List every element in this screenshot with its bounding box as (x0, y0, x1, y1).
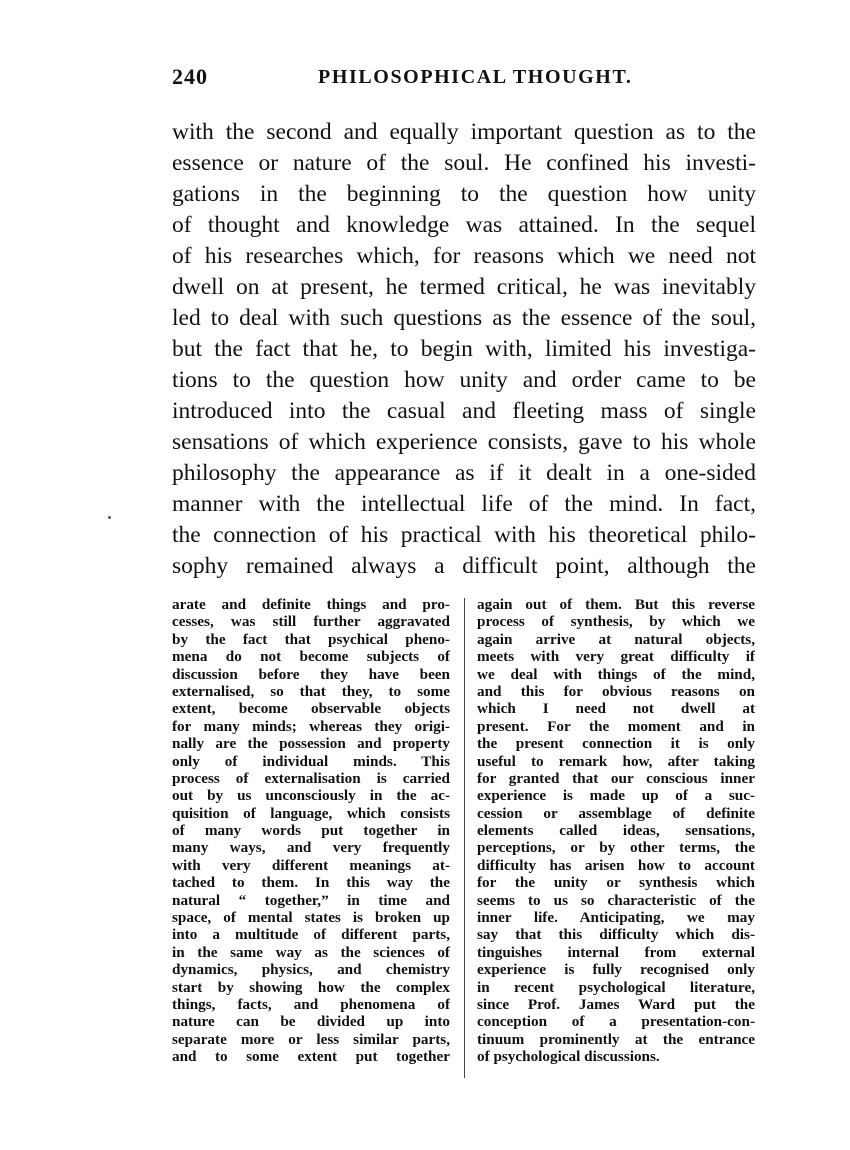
footnote-line: start by showing how the complex (172, 978, 450, 996)
footnote-line: process of synthesis, by which we (477, 613, 755, 631)
page-number: 240 (172, 64, 208, 89)
footnote-line: say that this difficulty which dis- (477, 926, 755, 944)
footnote-line: only of individual minds. This (172, 752, 450, 770)
footnote-line: difficulty has arisen how to account (477, 856, 755, 874)
main-text-line: of thought and knowledge was attained. In the sequel (172, 212, 756, 238)
footnote-line: of psychological discussions. (477, 1048, 660, 1066)
footnote-line: since Prof. James Ward put the (477, 995, 755, 1013)
footnote-column-right (477, 596, 755, 1066)
footnote-line: out by us unconsciously in the ac- (172, 787, 450, 805)
footnote-line: cesses, was still further aggravated (172, 613, 450, 631)
running-header (172, 64, 756, 96)
footnote-line: conception of a presentation-con- (477, 1013, 755, 1031)
footnote-line: tinuum prominently at the entrance (477, 1030, 755, 1048)
main-text-line: introduced into the casual and fleeting mass of single (172, 398, 756, 424)
footnote-block (172, 596, 756, 1086)
main-text-line: essence or nature of the soul. He confined his investi- (172, 150, 756, 176)
main-text-line: but the fact that he, to begin with, limited his investiga- (172, 336, 756, 362)
footnote-line: the present connection it is only (477, 735, 755, 753)
footnote-line: extent, become observable objects (172, 700, 450, 718)
footnote-column-left (172, 596, 450, 1066)
footnote-line: again out of them. But this reverse (477, 596, 755, 613)
main-text-line: tions to the question how unity and order came to be (172, 367, 756, 393)
footnote-line: dynamics, physics, and chemistry (172, 961, 450, 979)
footnote-line: which I need not dwell at (477, 700, 755, 718)
footnote-line: and to some extent put together (172, 1048, 450, 1066)
footnote-line: again arrive at natural objects, (477, 630, 755, 648)
footnote-line: in recent psychological literature, (477, 978, 755, 996)
footnote-line: perceptions, or by other terms, the (477, 839, 755, 857)
footnote-line: elements called ideas, sensations, (477, 822, 755, 840)
footnote-line: separate more or less similar parts, (172, 1030, 450, 1048)
main-text-line: sophy remained always a difficult point, although the (172, 553, 756, 579)
running-title: PHILOSOPHICAL THOUGHT. (318, 66, 633, 88)
main-text-line: philosophy the appearance as if it dealt in a one-sided (172, 460, 756, 486)
footnote-line: and this for obvious reasons on (477, 682, 755, 700)
footnote-line: inner life. Anticipating, we may (477, 909, 755, 927)
footnote-line: space, of mental states is broken up (172, 909, 450, 927)
footnote-line: many ways, and very frequently (172, 839, 450, 857)
main-text-line: the connection of his practical with his theoretical philo- (172, 522, 756, 548)
footnote-line: arate and definite things and pro- (172, 596, 450, 613)
footnote-line: things, facts, and phenomena of (172, 995, 450, 1013)
footnote-line: discussion before they have been (172, 665, 450, 683)
footnote-line: experience is fully recognised only (477, 961, 755, 979)
footnote-line: by the fact that psychical pheno- (172, 630, 450, 648)
footnote-line: mena do not become subjects of (172, 648, 450, 666)
footnote-line: cession or assemblage of definite (477, 804, 755, 822)
footnote-line: we deal with things of the mind, (477, 665, 755, 683)
footnote-line: useful to remark how, after taking (477, 752, 755, 770)
main-text-line: led to deal with such questions as the essence of the soul, (172, 305, 756, 331)
footnote-line: into a multitude of different parts, (172, 926, 450, 944)
footnote-line: for granted that our conscious inner (477, 769, 755, 787)
footnote-line: of many words put together in (172, 822, 450, 840)
footnote-line: externalised, so that they, to some (172, 682, 450, 700)
main-text-block (172, 117, 756, 582)
footnote-line: seems to us so characteristic of the (477, 891, 755, 909)
footnote-line: tached to them. In this way the (172, 874, 450, 892)
footnote-line: for many minds; whereas they origi- (172, 717, 450, 735)
main-text-line: with the second and equally important question as to the (172, 119, 756, 145)
footnote-line: tinguishes internal from external (477, 943, 755, 961)
main-text-line: dwell on at present, he termed critical, he was inevitably (172, 274, 756, 300)
footnote-line: process of externalisation is carried (172, 769, 450, 787)
footnote-line: for the unity or synthesis which (477, 874, 755, 892)
footnote-line: natural “ together,” in time and (172, 891, 450, 909)
footnote-line: meets with very great difficulty if (477, 648, 755, 666)
column-divider (464, 598, 465, 1078)
main-text-line: of his researches which, for reasons which we need not (172, 243, 756, 269)
footnote-line: with very different meanings at- (172, 856, 450, 874)
footnote-line: in the same way as the sciences of (172, 943, 450, 961)
print-speck (108, 516, 111, 519)
main-text-line: manner with the intellectual life of the mind. In fact, (172, 491, 756, 517)
footnote-line: nally are the possession and property (172, 735, 450, 753)
footnote-line: nature can be divided up into (172, 1013, 450, 1031)
footnote-line: experience is made up of a suc- (477, 787, 755, 805)
footnote-line: quisition of language, which consists (172, 804, 450, 822)
footnote-line: present. For the moment and in (477, 717, 755, 735)
main-text-line: gations in the beginning to the question how unity (172, 181, 756, 207)
main-text-line: sensations of which experience consists, gave to his whole (172, 429, 756, 455)
